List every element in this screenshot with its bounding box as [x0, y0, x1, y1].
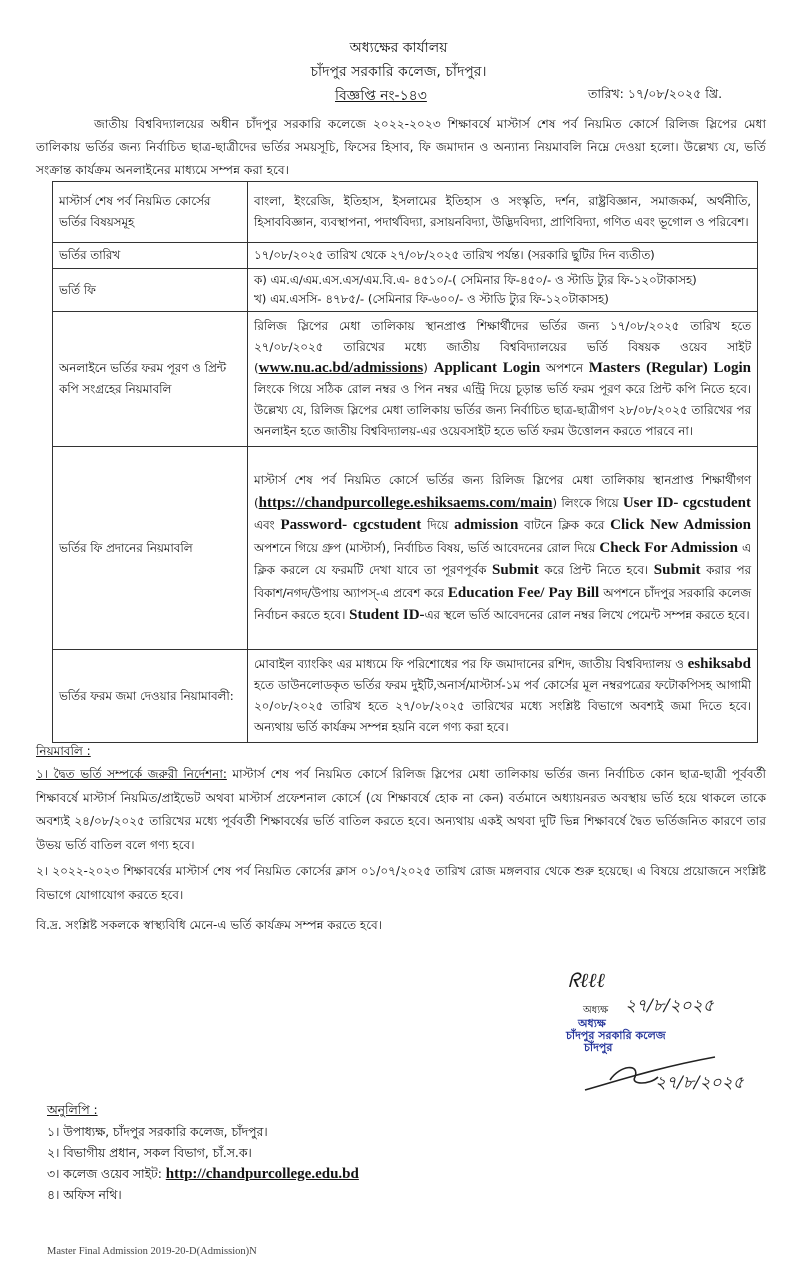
official-stamp — [566, 1018, 666, 1054]
copy-item-4: ৪। অফিস নথি। — [47, 1188, 122, 1202]
document-footer: Master Final Admission 2019-20-D(Admission)N — [47, 1246, 257, 1257]
handwritten-date-2: ২৭/৮/২০২৫ — [655, 1073, 744, 1093]
admission-info-table — [52, 181, 758, 743]
fee-line-ma: ক) এম.এ/এম.এস.এস/এম.বি.এ- ৪৫১০/-( সেমিনার ফি-৪৫০/- ও স্টাডি ট্যুর ফি-১২০টাকাসহ) — [254, 273, 697, 287]
applicant-login-text: Applicant Login — [433, 360, 541, 376]
eshiksabd-text: eshiksabd — [687, 656, 751, 672]
table-row-submission — [53, 650, 758, 743]
masters-regular-login-text: Masters (Regular) Login — [588, 360, 751, 376]
eshiksaems-link[interactable]: https://chandpurcollege.eshiksaems.com/main — [258, 494, 553, 511]
principal-title: অধ্যক্ষ — [583, 1005, 609, 1016]
payment-text: এর স্থলে ভর্তি আবেদনের রোল নম্বর লিখে পেমেন্ট সম্পন্ন করতে হবে। — [424, 608, 750, 623]
signature-scribble: ᖇℓℓℓ — [568, 968, 605, 992]
payment-text: অপশনে গিয়ে গ্রুপ (মাস্টার্স), নির্বাচিত বিষয়, ভর্তি আবেদনের রোল দিয়ে — [254, 540, 600, 555]
payment-text: এ ক্লিক করলে যে ফরমটি দেখা যাবে তা পূরণপূর্বক — [254, 540, 752, 578]
payment-text: করে প্রিন্ট নিতে হবে। — [538, 563, 654, 578]
intro-paragraph: জাতীয় বিশ্ববিদ্যালয়ের অধীন চাঁদপুর সরকারি কলেজে ২০২২-২০২৩ শিক্ষাবর্ষে মাস্টার্স শেষ পর্ব নিয়মিত কোর্সে রিলিজ স্লিপের মেধা তালিকায় ভর্তির জন্য নির্বাচিত ছাত্র-ছাত্রীদের ভর্তির সময়সূচি, ফিসের হিসাব, ফি জমাদান ও অন্যান্য নিয়মাবলি নিম্নে দেওয়া হলো। উল্লেখ্য যে, ভর্তি সংক্রান্ত কার্যক্রম অনলাইনের মাধ্যমে সম্পন্ন করা হবে। — [36, 117, 766, 177]
date-label: ভর্তির তারিখ — [53, 243, 248, 269]
notice-date: তারিখ: ১৭/০৮/২০২৫ খ্রি. — [588, 86, 723, 101]
submission-text: হতে ডাউনলোডকৃত ভর্তির ফরম দুইটি,অনার্স/মাস্টার্স-১ম পর্ব কোর্সের মূল নম্বরপত্রের ফটোকপিসহ আগামী ২০/০৮/২০২৫ তারিখ হতে ২৭/০৮/২০২৫ তারিখের মধ্যে সংশ্লিষ্ট বিভাগে অবশ্যই জমা দিতে হবে। অন্যথায় ভর্তি কার্যক্রম সম্পন্ন হয়নি বলে গণ্য করা হবে। — [254, 678, 752, 734]
stamp-title: অধ্যক্ষ — [578, 1017, 606, 1030]
table-row-payment — [53, 447, 758, 650]
submission-value — [248, 650, 758, 743]
payment-text: বাটনে ক্লিক করে — [518, 518, 611, 533]
online-text: অপশনে — [540, 361, 589, 375]
rule-1 — [36, 763, 766, 857]
user-id-text: User ID- cgcstudent — [622, 494, 751, 511]
stamp-city: চাঁদপুর — [584, 1041, 613, 1054]
handwritten-date: ২৭/৮/২০২৫ — [625, 996, 714, 1016]
table-row-date — [53, 243, 758, 269]
payment-text: ) লিংকে গিয়ে — [552, 495, 623, 510]
payment-text: এবং — [254, 518, 281, 533]
copy-item-3 — [47, 1164, 359, 1185]
fee-label: ভর্তি ফি — [53, 269, 248, 312]
note: বি.দ্র. সংশ্লিষ্ট সকলকে স্বাস্থ্যবিধি মেনে-এ ভর্তি কার্যক্রম সম্পন্ন করতে হবে। — [36, 918, 382, 932]
stamp-college: চাঁদপুর সরকারি কলেজ — [566, 1029, 666, 1042]
fee-value — [248, 269, 758, 312]
payment-text: অপশনে চাঁদপুর সরকারি কলেজ নির্বাচন করতে হবে। — [254, 585, 751, 623]
table-row-online — [53, 312, 758, 447]
college-website-link[interactable]: http://chandpurcollege.edu.bd — [165, 1166, 359, 1182]
submission-text: মোবাইল ব্যাংকিং এর মাধ্যমে ফি পরিশোধের পর ফি জমাদানের রশিদ, জাতীয় বিশ্ববিদ্যালয় ও — [254, 657, 688, 671]
online-text: রিলিজ স্লিপের মেধা তালিকায় স্থানপ্রাপ্ত শিক্ষার্থীদের ভর্তির জন্য ১৭/০৮/২০২৫ তারিখ হতে ২৭/০৮/২০২৫ তারিখের মধ্যে জাতীয় বিশ্ববিদ্যালয়ের ভর্তি বিষয়ক ওয়েব সাইট ( — [254, 319, 751, 375]
submission-label: ভর্তির ফরম জমা দেওয়ার নিয়ামাবলী: — [53, 650, 248, 743]
copy-item-2: ২। বিভাগীয় প্রধান, সকল বিভাগ, চাঁ.স.ক। — [47, 1146, 252, 1160]
office-title: অধ্যক্ষের কার্যালয় — [349, 40, 448, 56]
subjects-value: বাংলা, ইংরেজি, ইতিহাস, ইসলামের ইতিহাস ও সংস্কৃতি, দর্শন, রাষ্ট্রবিজ্ঞান, সমাজকর্ম, অর্থনীতি, হিসাববিজ্ঞান, ব্যবস্থাপনা, পদার্থবিদ্যা, রসায়নবিদ্যা, উদ্ভিদবিদ্যা, প্রাণিবিদ্যা, গণিত এবং ভূগোল ও পরিবেশ। — [248, 182, 758, 243]
rule-2: ২। ২০২২-২০২৩ শিক্ষাবর্ষের মাস্টার্স শেষ পর্ব নিয়মিত কোর্সের ক্লাস ০১/০৭/২০২৫ তারিখ রোজ মঙ্গলবার থেকে শুরু হয়েছে। এ বিষয়ে প্রয়োজনে সংশ্লিষ্ট বিভাগে যোগাযোগ করতে হবে। — [36, 864, 766, 902]
education-fee-text: Education Fee/ Pay Bill — [447, 584, 600, 601]
date-value: ১৭/০৮/২০২৫ তারিখ থেকে ২৭/০৮/২০২৫ তারিখ পর্যন্ত। (সরকারি ছুটির দিন ব্যতীত) — [248, 243, 758, 269]
college-name: চাঁদপুর সরকারি কলেজ, চাঁদপুর। — [310, 64, 487, 80]
check-for-admission-text: Check For Admission — [599, 539, 739, 556]
subjects-label: মাস্টার্স শেষ পর্ব নিয়মিত কোর্সের ভর্তির বিষয়সমূহ — [53, 182, 248, 243]
submit-text: Submit — [653, 562, 701, 579]
rules-heading: নিয়মাবলি : — [36, 744, 91, 758]
rule-1-title: ১। দ্বৈত ভর্তি সম্পর্কে জরুরী নির্দেশনা: — [36, 767, 227, 781]
submit-text: Submit — [492, 562, 539, 579]
online-text: লিংকে গিয়ে সঠিক রোল নম্বর ও পিন নম্বর এন্ট্রি দিয়ে চূড়ান্ত ভর্তি ফরম পূরণ করে প্রিন্ট কপি নিতে হবে। উল্লেখ্য যে, রিলিজ স্লিপের মেধা তালিকায় ভর্তির জন্য নির্বাচিত ছাত্র-ছাত্রীগণ ২৮/০৮/২০২৫ তারিখের পর অনলাইন হতে জাতীয় বিশ্ববিদ্যালয়-এর ওয়েবসাইট হতে ভর্তি ফরম উত্তোলন করতে পারবে না। — [254, 382, 751, 438]
nu-admissions-link[interactable]: www.nu.ac.bd/admissions — [258, 360, 424, 376]
click-new-admission-text: Click New Admission — [610, 517, 751, 534]
payment-text: দিয়ে — [421, 518, 455, 533]
notice-number: বিজ্ঞপ্তি নং-১৪৩ — [335, 88, 427, 104]
copies-heading: অনুলিপি : — [47, 1103, 98, 1117]
password-text: Password- cgcstudent — [280, 517, 422, 534]
copy-item-3-label: ৩। কলেজ ওয়েব সাইট: — [47, 1167, 166, 1181]
online-text: ) — [423, 361, 434, 375]
table-row-subjects — [53, 182, 758, 243]
table-row-fee — [53, 269, 758, 312]
fee-line-msc: খ) এম.এসসি- ৪৭৮৫/- (সেমিনার ফি-৬০০/- ও স্টাডি ট্যুর ফি-১২০টাকাসহ) — [254, 292, 609, 306]
copy-item-1: ১। উপাধ্যক্ষ, চাঁদপুর সরকারি কলেজ, চাঁদপুর। — [47, 1125, 268, 1139]
payment-label: ভর্তির ফি প্রদানের নিয়মাবলি — [53, 447, 248, 650]
payment-value — [248, 447, 758, 650]
online-value — [248, 312, 758, 447]
payment-text: করার পর বিকাশ/নগদ/উপায় অ্যাপস্-এ প্রবেশ করে — [254, 563, 751, 600]
payment-text: মাস্টার্স শেষ পর্ব নিয়মিত কোর্সে ভর্তির জন্য রিলিজ স্লিপের মেধা তালিকায় স্থানপ্রাপ্ত শিক্ষার্থীগণ ( — [254, 473, 751, 510]
admission-button-text: admission — [454, 517, 519, 534]
rule-1-body: মাস্টার্স শেষ পর্ব নিয়মিত কোর্সে রিলিজ স্লিপের মেধা তালিকায় ভর্তির জন্য নির্বাচিত কোন ছাত্র-ছাত্রী পূর্ববর্তী শিক্ষাবর্ষে মাস্টার্স নিয়মিত/প্রাইভেট অথবা মাস্টার্স প্রফেশনাল কোর্সে (যে শিক্ষাবর্ষে হোক না কেন) বর্তমানে অধ্যায়নরত অবস্থায় ভর্তি হয়ে থাকলে তাকে অবশ্যই ২৪/০৮/২০২৫ তারিখের মধ্যে পূর্ববর্তী শিক্ষাবর্ষের ভর্তি বাতিল করতে হবে। অন্যথায় একই অথবা দুটি ভিন্ন শিক্ষাবর্ষে দ্বৈত ভর্তিজনিত কারণে তার উভয় ভর্তি বাতিল বলে গণ্য হবে। — [36, 767, 766, 852]
online-label: অনলাইনে ভর্তির ফরম পূরণ ও প্রিন্ট কপি সংগ্রহের নিয়মাবলি — [53, 312, 248, 447]
student-id-text: Student ID- — [349, 607, 425, 624]
